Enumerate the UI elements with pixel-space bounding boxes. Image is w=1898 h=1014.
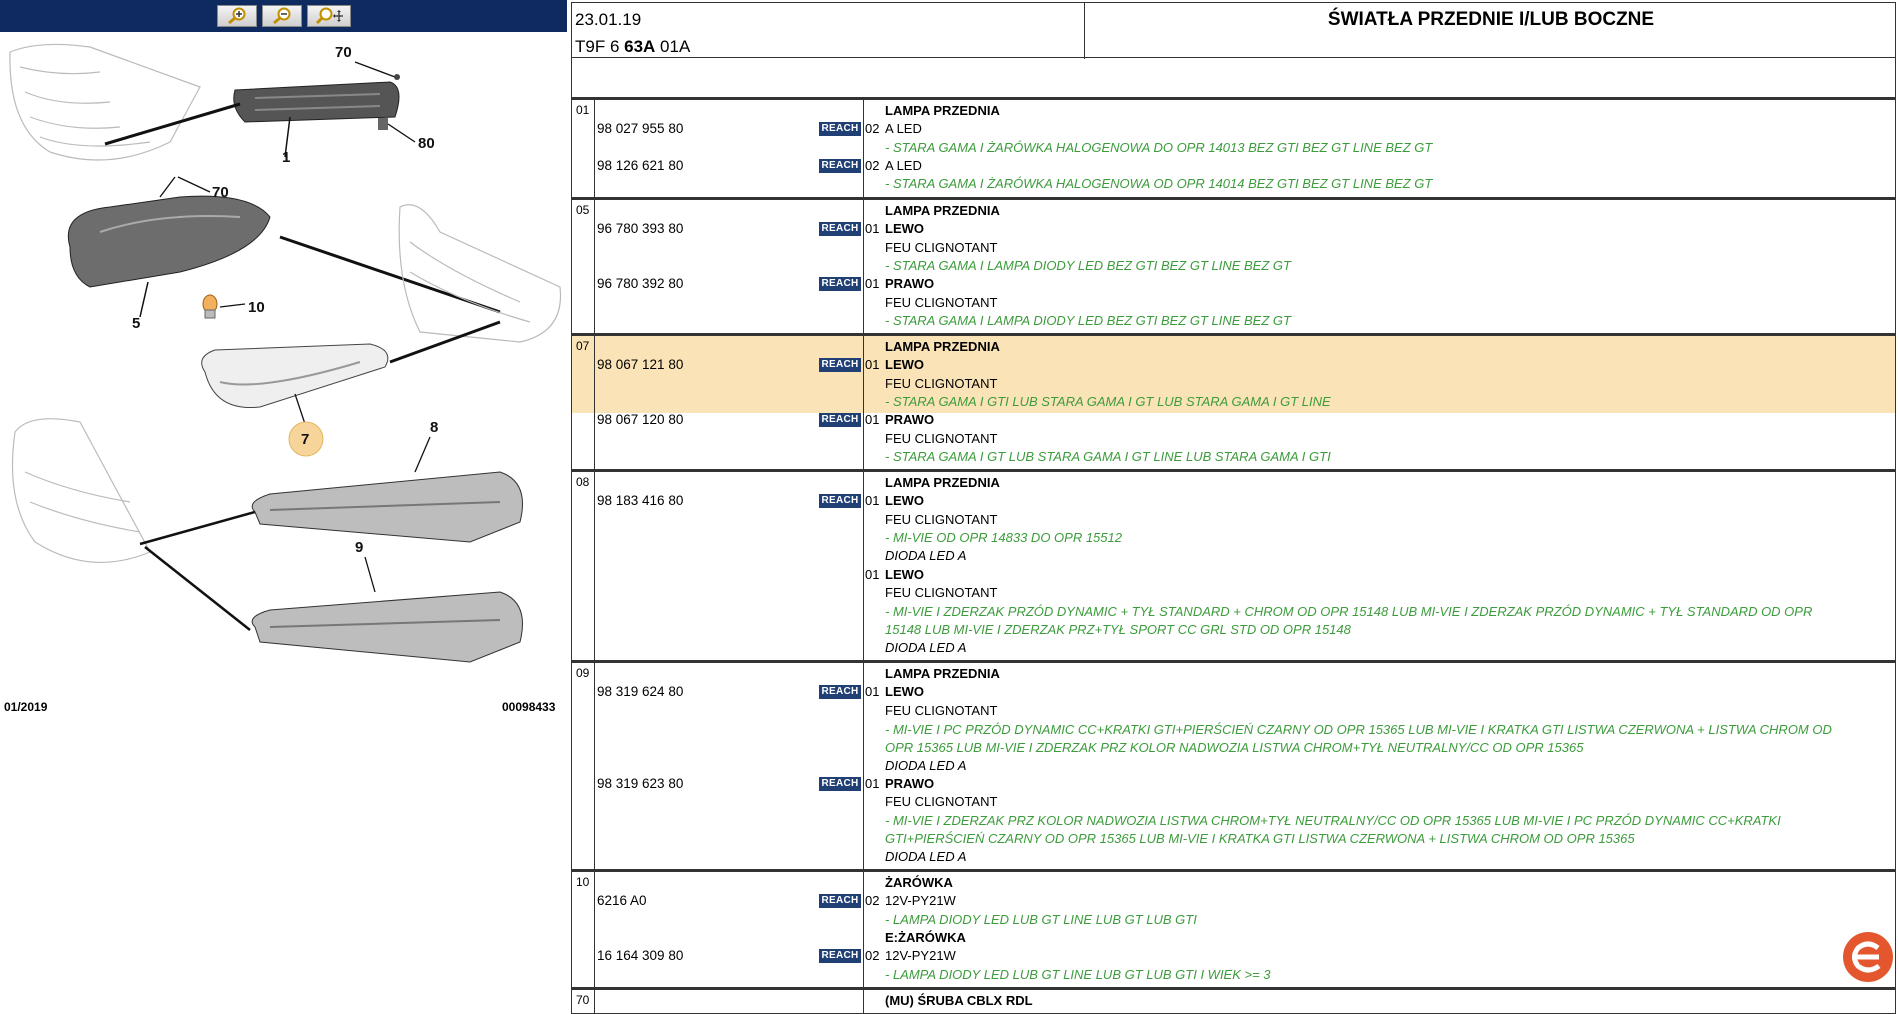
bumper-illustration-2 bbox=[399, 205, 560, 342]
group-number: 09 bbox=[576, 666, 590, 680]
zoom-in-button[interactable] bbox=[217, 5, 257, 27]
reach-badge: REACH bbox=[819, 277, 861, 291]
quantity: 02 bbox=[865, 948, 880, 963]
part-number-link[interactable]: 96 780 392 80 bbox=[597, 276, 684, 291]
zoom-out-icon bbox=[269, 7, 295, 25]
part-description: FEU CLIGNOTANT bbox=[885, 585, 998, 600]
applicability-note: - STARA GAMA I GT LUB STARA GAMA I GT LINE LUB STARA GAMA I GTI bbox=[885, 449, 1331, 464]
part-description: E:ŻARÓWKA bbox=[885, 930, 966, 945]
applicability-note: - STARA GAMA I ŻARÓWKA HALOGENOWA OD OPR 14014 BEZ GTI BEZ GT LINE BEZ GT bbox=[885, 176, 1433, 191]
quantity: 01 bbox=[865, 412, 880, 427]
part-number-link[interactable]: 98 126 621 80 bbox=[597, 158, 684, 173]
quantity: 01 bbox=[865, 221, 880, 236]
part-description: LAMPA PRZEDNIA bbox=[885, 666, 1000, 681]
callout-10: 10 bbox=[248, 299, 265, 316]
part-description: LEWO bbox=[885, 221, 924, 236]
quantity: 01 bbox=[865, 776, 880, 791]
reach-badge: REACH bbox=[819, 949, 861, 963]
part-group bbox=[571, 470, 1896, 661]
page-title: ŚWIATŁA PRZEDNIE I/LUB BOCZNE bbox=[1327, 9, 1655, 30]
part-number-link[interactable]: 98 319 624 80 bbox=[597, 684, 684, 699]
part-description: PRAWO bbox=[885, 776, 935, 791]
part-number-link[interactable]: 96 780 393 80 bbox=[597, 221, 684, 236]
group-number: 05 bbox=[576, 203, 590, 217]
parts-list-panel bbox=[569, 0, 1898, 1008]
zoom-fit-icon bbox=[314, 7, 344, 25]
reach-badge: REACH bbox=[819, 685, 861, 699]
callout-1: 1 bbox=[282, 149, 291, 166]
drl-lamp-part-9 bbox=[145, 547, 523, 662]
parts-table bbox=[571, 98, 1896, 1008]
part-group bbox=[571, 870, 1896, 988]
quantity: 02 bbox=[865, 121, 880, 136]
diagram-ref: 00098433 bbox=[502, 700, 556, 714]
reach-badge: REACH bbox=[819, 222, 861, 236]
reach-badge: REACH bbox=[819, 777, 861, 791]
group-number: 10 bbox=[576, 875, 590, 889]
part-description: FEU CLIGNOTANT bbox=[885, 431, 998, 446]
column-divider bbox=[863, 336, 864, 469]
drl-lamp-part-1 bbox=[105, 62, 415, 157]
part-description: ŻARÓWKA bbox=[885, 875, 953, 890]
part-description: FEU CLIGNOTANT bbox=[885, 376, 998, 391]
part-number-link[interactable]: 98 183 416 80 bbox=[597, 493, 684, 508]
column-divider bbox=[594, 872, 595, 987]
applicability-note: - LAMPA DIODY LED LUB GT LINE LUB GT LUB GTI I WIEK >= 3 bbox=[885, 967, 1271, 982]
column-divider bbox=[863, 663, 864, 869]
code-main: 63A bbox=[624, 37, 656, 56]
reach-badge: REACH bbox=[819, 159, 861, 173]
reach-badge: REACH bbox=[819, 413, 861, 427]
part-group bbox=[571, 988, 1896, 1014]
column-divider bbox=[594, 200, 595, 333]
part-description: PRAWO bbox=[885, 276, 935, 291]
part-description: (MU) ŚRUBA CBLX RDL bbox=[885, 993, 1033, 1008]
diagram-panel bbox=[0, 0, 567, 999]
e-logo-badge[interactable] bbox=[1843, 932, 1893, 982]
part-number-link[interactable]: 98 067 120 80 bbox=[597, 412, 684, 427]
applicability-note: - MI-VIE I ZDERZAK PRZÓD DYNAMIC + TYŁ STANDARD + CHROM OD OPR 15148 LUB MI-VIE I ZDERZAK PRZÓD DYNAMIC + TYŁ STANDARD OD OPR 15148 LUB MI-VIE I ZDERZAK PRZ+TYŁ SPORT CC GRL STD OD OPR 15148 bbox=[885, 604, 1813, 637]
callout-7: 7 bbox=[301, 431, 310, 448]
zoom-fit-button[interactable] bbox=[307, 5, 351, 27]
part-description: FEU CLIGNOTANT bbox=[885, 512, 998, 527]
part-description: LAMPA PRZEDNIA bbox=[885, 339, 1000, 354]
quantity: 01 bbox=[865, 684, 880, 699]
column-divider bbox=[863, 200, 864, 333]
headlamp-part-5 bbox=[68, 177, 500, 317]
part-description: FEU CLIGNOTANT bbox=[885, 240, 998, 255]
group-number: 07 bbox=[576, 339, 590, 353]
callout-5: 5 bbox=[132, 315, 141, 332]
part-group bbox=[571, 198, 1896, 334]
column-divider bbox=[594, 472, 595, 660]
part-description: DIODA LED A bbox=[885, 640, 967, 655]
callout-8: 8 bbox=[430, 419, 439, 436]
diagram-date: 01/2019 bbox=[4, 700, 48, 714]
parts-header bbox=[571, 2, 1896, 58]
part-number-link[interactable]: 98 027 955 80 bbox=[597, 121, 684, 136]
applicability-note: - STARA GAMA I ŻARÓWKA HALOGENOWA DO OPR 14013 BEZ GTI BEZ GT LINE BEZ GT bbox=[885, 140, 1433, 155]
drl-lamp-part-8 bbox=[140, 437, 523, 544]
part-description: A LED bbox=[885, 121, 922, 136]
applicability-note: - STARA GAMA I LAMPA DIODY LED BEZ GTI BEZ GT LINE BEZ GT bbox=[885, 313, 1291, 328]
zoom-in-icon bbox=[224, 7, 250, 25]
part-description: DIODA LED A bbox=[885, 548, 967, 563]
part-number-link[interactable]: 98 067 121 80 bbox=[597, 357, 684, 372]
group-number: 70 bbox=[576, 993, 590, 1007]
quantity: 01 bbox=[865, 357, 880, 372]
column-divider bbox=[594, 336, 595, 469]
parts-diagram bbox=[0, 32, 567, 732]
column-divider bbox=[863, 872, 864, 987]
part-description: LEWO bbox=[885, 357, 924, 372]
quantity: 01 bbox=[865, 493, 880, 508]
part-description: LAMPA PRZEDNIA bbox=[885, 475, 1000, 490]
code-prefix: T9F 6 bbox=[575, 37, 625, 56]
part-description: 12V-PY21W bbox=[885, 948, 956, 963]
group-number: 01 bbox=[576, 103, 590, 117]
column-divider bbox=[863, 100, 864, 197]
part-group bbox=[571, 334, 1896, 470]
part-description: DIODA LED A bbox=[885, 758, 967, 773]
part-description: DIODA LED A bbox=[885, 849, 967, 864]
part-number-link[interactable]: 16 164 309 80 bbox=[597, 948, 684, 963]
part-description: LAMPA PRZEDNIA bbox=[885, 103, 1000, 118]
part-description: A LED bbox=[885, 158, 922, 173]
bumper-illustration-3 bbox=[13, 419, 151, 563]
applicability-note: - MI-VIE I PC PRZÓD DYNAMIC CC+KRATKI GTI+PIERŚCIEŃ CZARNY OD OPR 15365 LUB MI-VIE I KRATKA GTI LISTWA CZERWONA + LISTWA CHROM OD OPR 15365 LUB MI-VIE I ZDERZAK PRZ KOLOR NADWOZIA LISTWA CHROM+TYŁ NEUTRALNY/CC OD OPR 15365 bbox=[885, 722, 1832, 755]
part-group bbox=[571, 98, 1896, 198]
e-logo-icon bbox=[1843, 932, 1893, 982]
callout-9: 9 bbox=[355, 539, 364, 556]
code-suffix: 01A bbox=[655, 37, 691, 56]
column-divider bbox=[594, 100, 595, 197]
column-divider bbox=[594, 663, 595, 869]
reach-badge: REACH bbox=[819, 122, 861, 136]
reach-badge: REACH bbox=[819, 894, 861, 908]
reach-badge: REACH bbox=[819, 358, 861, 372]
quantity: 02 bbox=[865, 158, 880, 173]
part-number-link[interactable]: 6216 A0 bbox=[597, 893, 647, 908]
part-description: LEWO bbox=[885, 684, 924, 699]
quantity: 01 bbox=[865, 567, 880, 582]
part-description: LAMPA PRZEDNIA bbox=[885, 203, 1000, 218]
part-number-link[interactable]: 98 319 623 80 bbox=[597, 776, 684, 791]
applicability-note: - MI-VIE OD OPR 14833 DO OPR 15512 bbox=[885, 530, 1122, 545]
callout-70b: 70 bbox=[212, 184, 229, 201]
zoom-out-button[interactable] bbox=[262, 5, 302, 27]
applicability-note: - MI-VIE I ZDERZAK PRZ KOLOR NADWOZIA LISTWA CHROM+TYŁ NEUTRALNY/CC OD OPR 15365 LUB MI-VIE I PC PRZÓD DYNAMIC CC+KRATKI GTI+PIERŚCIEŃ CZARNY OD OPR 15365 LUB MI-VIE I KRATKA GTI LISTWA CZERWONA + LISTWA CHROM OD OPR 15365 bbox=[885, 813, 1781, 846]
part-group bbox=[571, 661, 1896, 870]
applicability-note: - LAMPA DIODY LED LUB GT LINE LUB GT LUB GTI bbox=[885, 912, 1197, 927]
quantity: 01 bbox=[865, 276, 880, 291]
column-divider bbox=[863, 472, 864, 660]
callout-70: 70 bbox=[335, 44, 352, 61]
callout-80: 80 bbox=[418, 135, 435, 152]
applicability-note: - STARA GAMA I GTI LUB STARA GAMA I GT LUB STARA GAMA I GT LINE bbox=[885, 394, 1331, 409]
column-divider bbox=[863, 990, 864, 1013]
bulb-part-10 bbox=[203, 295, 245, 318]
header-spacer bbox=[571, 58, 1896, 98]
part-description: LEWO bbox=[885, 493, 924, 508]
header-date: 23.01.19 bbox=[575, 10, 642, 29]
quantity: 02 bbox=[865, 893, 880, 908]
part-description: FEU CLIGNOTANT bbox=[885, 794, 998, 809]
part-description: 12V-PY21W bbox=[885, 893, 956, 908]
applicability-note: - STARA GAMA I LAMPA DIODY LED BEZ GTI BEZ GT LINE BEZ GT bbox=[885, 258, 1291, 273]
zoom-toolbar bbox=[0, 0, 567, 32]
column-divider bbox=[594, 990, 595, 1013]
group-number: 08 bbox=[576, 475, 590, 489]
reach-badge: REACH bbox=[819, 494, 861, 508]
part-description: PRAWO bbox=[885, 412, 935, 427]
drl-lamp-part-7 bbox=[202, 322, 500, 456]
header-code bbox=[575, 37, 690, 57]
part-description: FEU CLIGNOTANT bbox=[885, 295, 998, 310]
part-description: LEWO bbox=[885, 567, 924, 582]
part-description: FEU CLIGNOTANT bbox=[885, 703, 998, 718]
